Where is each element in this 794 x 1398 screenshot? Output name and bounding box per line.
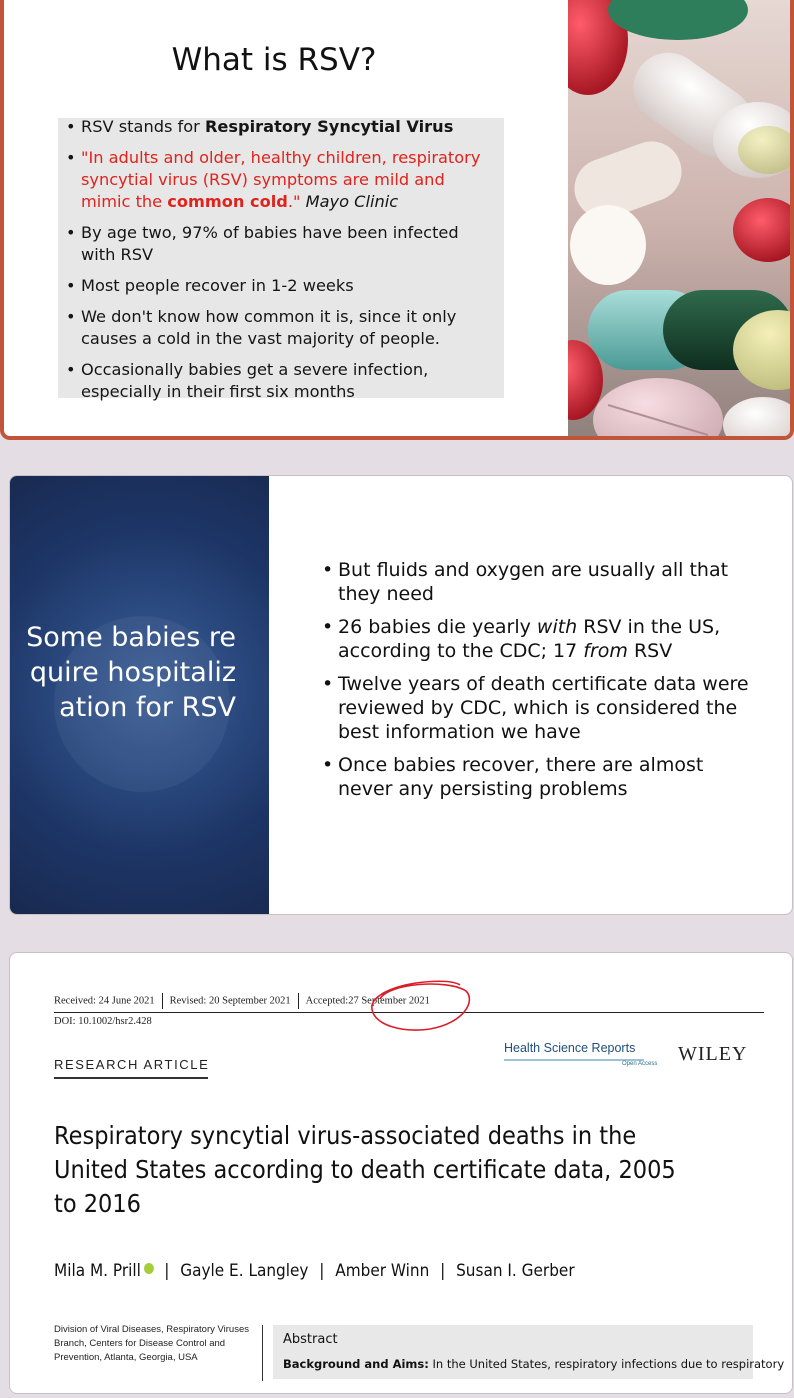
- pills-photo: [568, 0, 794, 440]
- bullet-recovery-outcome: • Once babies recover, there are almost never any persisting problems: [320, 753, 760, 801]
- bullet-list: [320, 558, 760, 801]
- bullet-recovery: • Most people recover in 1-2 weeks: [62, 275, 496, 297]
- bullet-unknown-prevalence: • We don't know how common it is, since it only causes a cold in the vast majority of people.: [62, 306, 496, 350]
- abstract-text: Background and Aims: In the United States, respiratory infections due to respiratory: [283, 1357, 785, 1371]
- bullet-points: [320, 558, 760, 810]
- accepted-date: 27 September 2021: [348, 995, 430, 1007]
- publisher-logo: WILEY: [678, 1043, 748, 1065]
- article-title: Respiratory syncytial virus-associated deaths in the United States according to death certificate data, 2005 to 2016: [54, 1121, 676, 1218]
- abstract-heading: Abstract: [283, 1332, 338, 1347]
- slide-paper-screenshot: [9, 952, 793, 1394]
- bullet-fluids-oxygen: • But fluids and oxygen are usually all that they need: [320, 558, 760, 606]
- author: Mila M. Prill: [54, 1261, 141, 1281]
- received-date: Received: 24 June 2021: [54, 995, 155, 1007]
- bullet-death-certificates: • Twelve years of death certificate data were reviewed by CDC, which is considered the best information we have: [320, 672, 760, 744]
- bullet-severe-infection: • Occasionally babies get a severe infection, especially in their first six months: [62, 359, 496, 403]
- revised-date: Revised: 20 September 2021: [169, 995, 291, 1007]
- bullet-deaths-per-year: • 26 babies die yearly with RSV in the US, according to the CDC; 17 from RSV: [320, 615, 760, 663]
- slide-what-is-rsv: [0, 0, 794, 440]
- section-underline: [54, 1077, 208, 1079]
- headline-text: Some babies require hospitalization for RSV: [26, 622, 236, 723]
- bullet-list: [62, 116, 496, 403]
- open-access-label: Open Access: [622, 1061, 658, 1067]
- paper-header: [10, 953, 793, 1394]
- bullet-mayo-quote: • "In adults and older, healthy children, respiratory syncytial virus (RSV) symptoms are mild and mimic the common cold." Mayo Clinic: [62, 147, 496, 213]
- author: Gayle E. Langley: [180, 1261, 309, 1281]
- pills-illustration: [568, 0, 794, 440]
- hand-drawn-circle-annotation: [368, 977, 472, 1035]
- bullet-box: [58, 117, 504, 401]
- author-list: Mila M. Prill | Gayle E. Langley | Amber Winn | Susan I. Gerber: [54, 1261, 575, 1281]
- headline-panel: [10, 476, 269, 915]
- slide-hospitalization: [9, 475, 793, 915]
- orcid-icon: [144, 1263, 154, 1274]
- quote-source: Mayo Clinic: [305, 192, 399, 211]
- author: Susan I. Gerber: [456, 1261, 575, 1281]
- bullet-rsv-definition: • RSV stands for Respiratory Syncytial Virus: [62, 116, 496, 138]
- accepted-label: Accepted:: [305, 995, 349, 1007]
- journal-name: Health Science Reports: [504, 1041, 636, 1055]
- doi: DOI: 10.1002/hsr2.428: [54, 1016, 152, 1027]
- slide-title: What is RSV?: [171, 42, 377, 78]
- affiliation: Division of Viral Diseases, Respiratory Viruses Branch, Centers for Disease Control and Prevention, Atlanta, Georgia, USA: [54, 1324, 250, 1363]
- bullet-age-two: • By age two, 97% of babies have been infected with RSV: [62, 222, 496, 266]
- author: Amber Winn: [335, 1261, 430, 1281]
- section-label: RESEARCH ARTICLE: [54, 1057, 210, 1072]
- divider: [262, 1325, 263, 1381]
